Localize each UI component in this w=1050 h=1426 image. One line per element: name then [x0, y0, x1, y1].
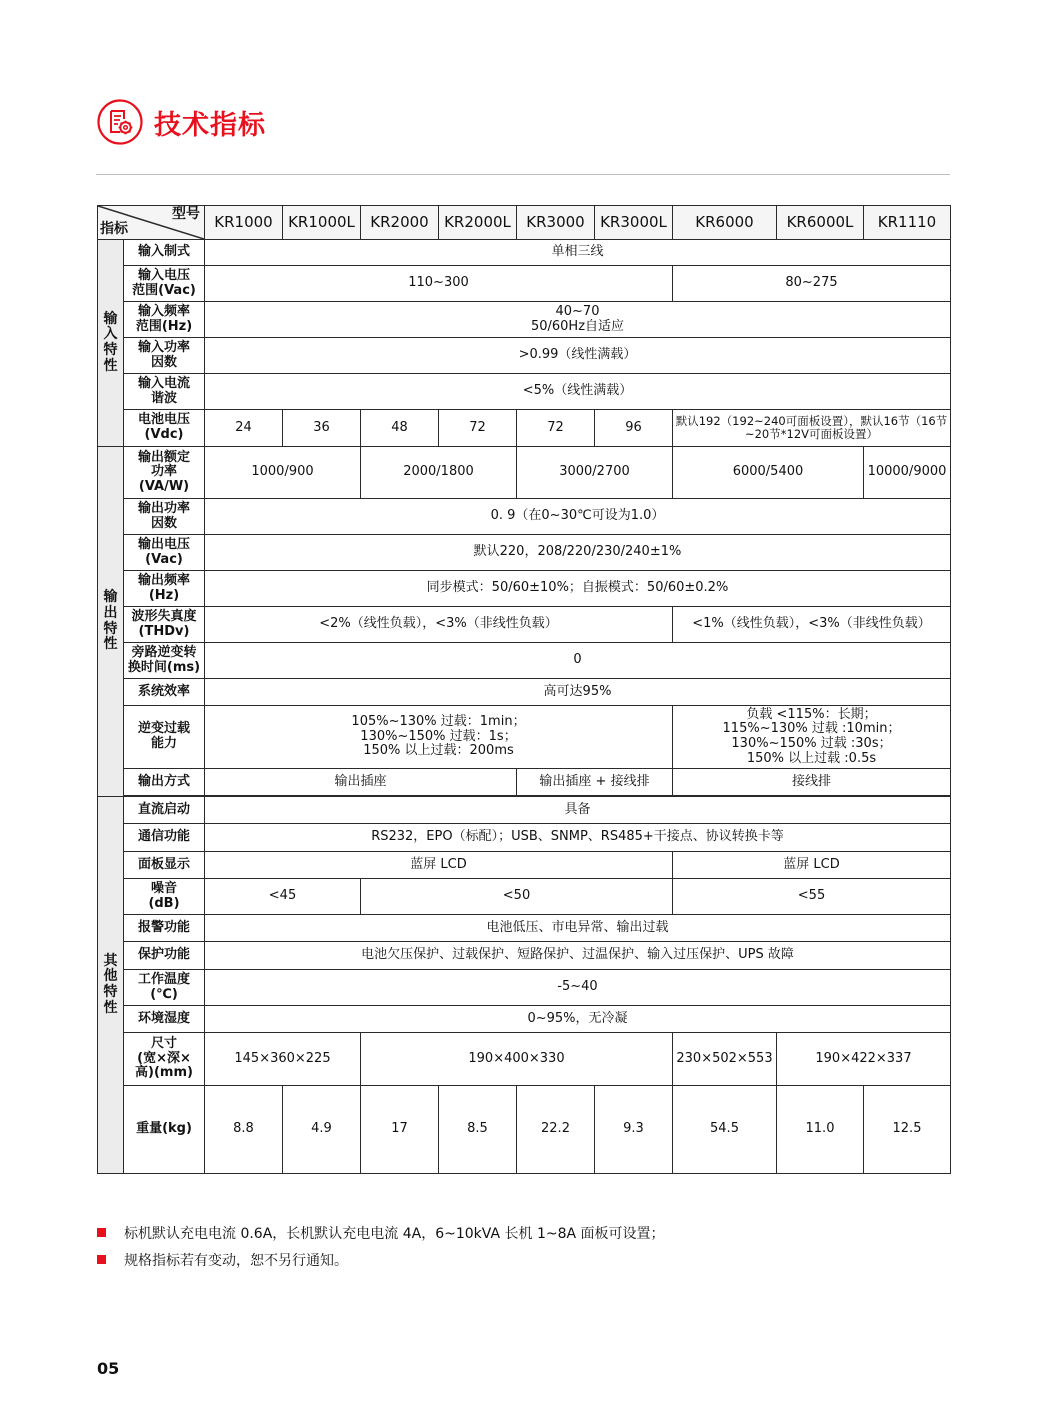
cell-value: 6000/5400 — [673, 447, 864, 499]
row-label: 报警功能 — [124, 915, 205, 942]
cell-value: 0. 9（在0~30℃可设为1.0） — [205, 499, 951, 535]
cell-value: 54.5 — [673, 1086, 777, 1174]
row-label: 输入频率 范围(Hz) — [124, 302, 205, 338]
row-label: 逆变过载 能力 — [124, 706, 205, 769]
model-header: KR6000 — [673, 206, 777, 240]
row-label: 面板显示 — [124, 852, 205, 879]
table-row — [98, 302, 951, 338]
cell-value: 96 — [595, 410, 673, 447]
cell-value: 72 — [439, 410, 517, 447]
footnote-item — [97, 1219, 665, 1246]
spec-document-gear-icon — [96, 98, 144, 146]
cell-value: 80~275 — [673, 266, 951, 302]
cell-value: 负载 <115%：长期； 115%~130% 过载 :10min； 130%~150% 过载 :30s； 150% 以上过载 :0.5s — [673, 706, 951, 769]
cell-value: 40~70 50/60Hz自适应 — [205, 302, 951, 338]
table-row — [98, 797, 951, 824]
row-label: 重量(kg) — [124, 1086, 205, 1174]
cell-value: 3000/2700 — [517, 447, 673, 499]
cell-value: 默认220，208/220/230/240±1% — [205, 535, 951, 571]
row-label: 环境湿度 — [124, 1006, 205, 1033]
model-header: KR1000 — [205, 206, 283, 240]
table-row — [98, 1033, 951, 1086]
cell-value: 蓝屏 LCD — [205, 852, 673, 879]
cell-value: 17 — [361, 1086, 439, 1174]
cell-value: 11.0 — [777, 1086, 864, 1174]
table-row — [98, 1006, 951, 1033]
model-header: KR6000L — [777, 206, 864, 240]
red-square-bullet-icon — [97, 1228, 106, 1237]
row-label: 输入电流 谐波 — [124, 374, 205, 410]
cell-value: <5%（线性满载） — [205, 374, 951, 410]
corner-spec-label: 指标 — [100, 221, 128, 238]
cell-value: 单相三线 — [205, 240, 951, 266]
table-row — [98, 410, 951, 447]
cell-value: 12.5 — [864, 1086, 951, 1174]
table-row — [98, 571, 951, 607]
spec-table — [97, 205, 951, 1174]
cell-value: 110~300 — [205, 266, 673, 302]
cell-value: 电池欠压保护、过载保护、短路保护、过温保护、输入过压保护、UPS 故障 — [205, 942, 951, 970]
red-square-bullet-icon — [97, 1255, 106, 1264]
cell-value: 同步模式：50/60±10%；自振模式：50/60±0.2% — [205, 571, 951, 607]
page-number: 05 — [97, 1359, 120, 1378]
table-row — [98, 679, 951, 706]
cell-value: 10000/9000 — [864, 447, 951, 499]
model-header: KR1110 — [864, 206, 951, 240]
cell-value: 72 — [517, 410, 595, 447]
cell-value: <55 — [673, 879, 951, 915]
header-divider — [96, 174, 950, 175]
table-row — [98, 879, 951, 915]
group-input-label: 输 入 特 性 — [98, 240, 124, 447]
table-row — [98, 266, 951, 302]
corner-model-label: 型号 — [172, 206, 200, 222]
group-other-label: 其 他 特 性 — [98, 797, 124, 1174]
table-row — [98, 535, 951, 571]
cell-value: 4.9 — [283, 1086, 361, 1174]
cell-value: 接线排 — [673, 769, 951, 796]
table-row — [98, 852, 951, 879]
row-label: 输出功率 因数 — [124, 499, 205, 535]
cell-value: <50 — [361, 879, 673, 915]
row-label: 电池电压 (Vdc) — [124, 410, 205, 447]
table-row — [98, 607, 951, 643]
row-label: 输入制式 — [124, 240, 205, 266]
cell-value: 高可达95% — [205, 679, 951, 706]
model-header: KR2000 — [361, 206, 439, 240]
table-row — [98, 915, 951, 942]
cell-value: 输出插座 — [205, 769, 517, 796]
table-row — [98, 338, 951, 374]
row-label: 波形失真度 (THDv) — [124, 607, 205, 643]
cell-value: <45 — [205, 879, 361, 915]
cell-value: 电池低压、市电异常、输出过载 — [205, 915, 951, 942]
cell-value: 输出插座 + 接线排 — [517, 769, 673, 796]
table-row — [98, 706, 951, 769]
cell-value: RS232，EPO（标配）；USB、SNMP、RS485+干接点、协议转换卡等 — [205, 824, 951, 852]
row-label: 尺寸 (宽×深× 高)(mm) — [124, 1033, 205, 1086]
model-header: KR1000L — [283, 206, 361, 240]
cell-value: -5~40 — [205, 970, 951, 1006]
table-row — [98, 447, 951, 499]
row-label: 输出额定 功率 (VA/W) — [124, 447, 205, 499]
cell-value: 蓝屏 LCD — [673, 852, 951, 879]
table-row — [98, 970, 951, 1006]
footnote-item — [97, 1246, 665, 1273]
cell-value: 2000/1800 — [361, 447, 517, 499]
cell-value: 具备 — [205, 797, 951, 824]
row-label: 工作温度 (℃) — [124, 970, 205, 1006]
cell-value: 9.3 — [595, 1086, 673, 1174]
table-row — [98, 942, 951, 970]
table-row — [98, 643, 951, 679]
table-row — [98, 769, 951, 796]
cell-value: 1000/900 — [205, 447, 361, 499]
model-header: KR2000L — [439, 206, 517, 240]
cell-value: 145×360×225 — [205, 1033, 361, 1086]
row-label: 系统效率 — [124, 679, 205, 706]
footnotes — [97, 1219, 665, 1273]
row-label: 保护功能 — [124, 942, 205, 970]
cell-value: 8.5 — [439, 1086, 517, 1174]
row-label: 输出方式 — [124, 769, 205, 796]
group-output-label: 输 出 特 性 — [98, 447, 124, 797]
row-label: 噪音 (dB) — [124, 879, 205, 915]
table-row — [98, 499, 951, 535]
section-header — [96, 97, 266, 147]
row-label: 输入功率 因数 — [124, 338, 205, 374]
cell-value: 48 — [361, 410, 439, 447]
model-header: KR3000 — [517, 206, 595, 240]
model-header: KR3000L — [595, 206, 673, 240]
model-header-row — [98, 206, 951, 240]
section-title: 技术指标 — [154, 109, 266, 141]
cell-value: 105%~130% 过载：1min； 130%~150% 过载：1s； 150% 以上过载：200ms — [205, 706, 673, 769]
cell-value: 默认192（192~240可面板设置），默认16节（16节~20节*12V可面板设置） — [673, 410, 951, 447]
table-row — [98, 824, 951, 852]
cell-value: 22.2 — [517, 1086, 595, 1174]
table-row — [98, 240, 951, 266]
table-row — [98, 1086, 951, 1174]
cell-value: <2%（线性负载），<3%（非线性负载） — [205, 607, 673, 643]
corner-header-cell — [98, 206, 205, 240]
cell-value: 190×400×330 — [361, 1033, 673, 1086]
row-label: 输入电压 范围(Vac) — [124, 266, 205, 302]
row-label: 输出频率 (Hz) — [124, 571, 205, 607]
footnote-text: 规格指标若有变动，恕不另行通知。 — [124, 1252, 348, 1269]
row-label: 旁路逆变转 换时间(ms) — [124, 643, 205, 679]
cell-value: >0.99（线性满载） — [205, 338, 951, 374]
cell-value: 0~95%，无冷凝 — [205, 1006, 951, 1033]
row-label: 直流启动 — [124, 797, 205, 824]
cell-value: <1%（线性负载），<3%（非线性负载） — [673, 607, 951, 643]
cell-value: 0 — [205, 643, 951, 679]
cell-value: 24 — [205, 410, 283, 447]
cell-value: 8.8 — [205, 1086, 283, 1174]
table-row — [98, 374, 951, 410]
row-label: 输出电压 (Vac) — [124, 535, 205, 571]
cell-value: 230×502×553 — [673, 1033, 777, 1086]
row-label: 通信功能 — [124, 824, 205, 852]
cell-value: 36 — [283, 410, 361, 447]
footnote-text: 标机默认充电电流 0.6A，长机默认充电电流 4A，6~10kVA 长机 1~8A 面板可设置； — [124, 1225, 665, 1242]
cell-value: 190×422×337 — [777, 1033, 951, 1086]
